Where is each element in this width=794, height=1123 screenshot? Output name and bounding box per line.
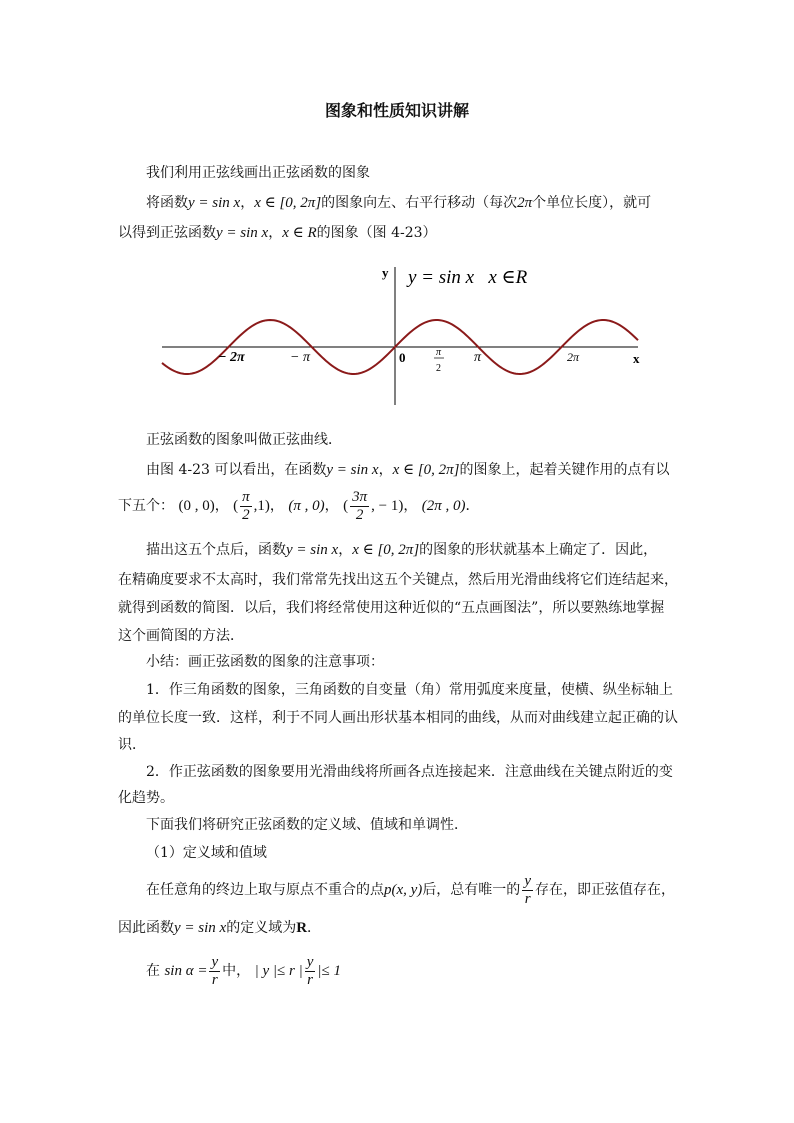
key-point-4-fraction: $\frac{3\pi}{2}$ xyxy=(352,488,368,523)
x-axis-label: x xyxy=(633,351,640,366)
next-topic-text: 下面我们将研究正弦函数的定义域、值域和单调性． xyxy=(146,817,468,833)
shift-para-line2: 以得到正弦函数y = sin x，x ∈ R的图象（图 4-23） xyxy=(118,225,437,241)
intro-text: 我们利用正弦线画出正弦函数的图象 xyxy=(146,165,370,181)
key-point-2-fraction: $\frac{\pi}{2}$ xyxy=(242,488,250,523)
key-point-2: ,1) xyxy=(253,498,270,514)
tick-label-halfpi-den: 2 xyxy=(436,363,441,374)
y-axis-label: y xyxy=(382,265,389,280)
section-heading-domain-range: （1）定义域和值域 xyxy=(146,845,267,861)
summary-item1-line1: 1．作三角函数的图象，三角函数的自变量（角）常用弧度来度量，使横、纵坐标轴上 xyxy=(146,682,673,698)
five-point-para-line3: 就得到函数的简图．以后，我们将经常使用这种近似的“五点画图法”，所以要熟练地掌握 xyxy=(118,600,665,616)
range-fraction-2: $\frac{y}{r}$ xyxy=(306,953,314,988)
key-point-1: (0 , 0) xyxy=(178,498,215,514)
summary-item2-line2: 化趋势。 xyxy=(118,790,174,806)
key-point-5: (2π , 0) xyxy=(421,498,466,514)
range-line: 在 sin α = $\frac{y}{r}$ 中， | y |≤ r | $\frac{y}{r}$ |≤ 1 xyxy=(146,953,341,988)
summary-item2-line1: 2．作正弦函数的图象要用光滑曲线将所画各点连接起来．注意曲线在关键点附近的变 xyxy=(146,764,673,780)
domain-para-line2: 因此函数y = sin x的定义域为R． xyxy=(118,920,322,936)
sine-curve-definition: 正弦函数的图象叫做正弦曲线． xyxy=(146,432,342,448)
five-point-para-line2: 在精确度要求不太高时，我们常常先找出这五个关键点，然后用光滑曲线将它们连结起来， xyxy=(118,572,678,588)
tick-label-halfpi-num: π xyxy=(436,347,442,358)
origin-label: 0 xyxy=(399,350,406,365)
y-over-r-fraction: $\frac{y}{r}$ xyxy=(524,872,531,907)
summary-item1-line3: 识． xyxy=(118,737,146,753)
five-point-para-line1: 描出这五个点后，函数y = sin x，x ∈ [0, 2π]的图象的形状就基本上确定了．因此， xyxy=(146,542,658,558)
tick-label-2pi: 2π xyxy=(567,350,580,364)
range-fraction-1: $\frac{y}{r}$ xyxy=(211,953,219,988)
tick-label-neg-pi: − π xyxy=(290,350,310,365)
key-point-3: (π , 0) xyxy=(288,498,325,514)
shift-para-line1: 将函数y = sin x，x ∈ [0, 2π]的图象向左、右平行移动（每次2π个单位长度），就可 xyxy=(146,195,652,211)
tick-label-neg-2pi: − 2π xyxy=(218,350,245,365)
summary-title: 小结：画正弦函数的图象的注意事项： xyxy=(146,654,384,670)
summary-item1-line2: 的单位长度一致．这样，利于不同人画出形状基本相同的曲线，从而对曲线建立起正确的认 xyxy=(118,710,678,726)
points-para-line1: 由图 4-23 可以看出，在函数y = sin x，x ∈ [0, 2π]的图象上，起着关键作用的点有以 xyxy=(146,462,670,478)
points-para-line2: 下五个： (0 , 0)， ( $\frac{\pi}{2}$ ,1)， (π , 0)， ( $\frac{3\pi}{2}$ , − 1)， (2π , 0)． xyxy=(118,488,480,523)
five-point-para-line4: 这个画简图的方法． xyxy=(118,628,244,644)
page-title: 图象和性质知识讲解 xyxy=(324,101,469,120)
domain-para-line1: 在任意角的终边上取与原点不重合的点p(x, y)后，总有唯一的 $\frac{y}{r}$ 存在，即正弦值存在， xyxy=(146,872,675,907)
sine-graph-figure xyxy=(150,255,660,410)
key-point-4: , − 1) xyxy=(371,498,404,514)
equation-label: y = sin x x ∈R xyxy=(408,267,528,288)
tick-label-pi: π xyxy=(474,350,482,365)
